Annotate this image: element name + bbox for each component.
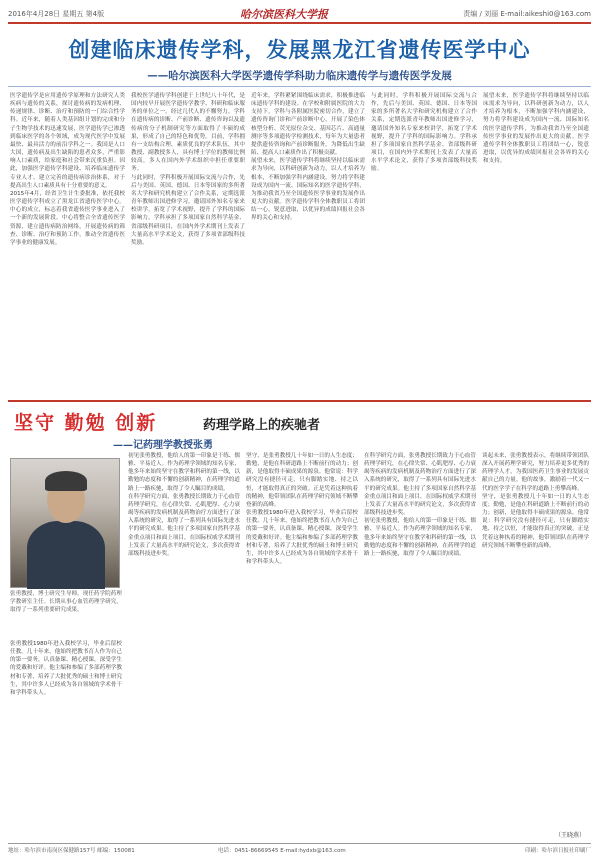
footer-contact: 电话：0451-86669545 E-mail:hydxb@163.com <box>218 848 346 854</box>
article2-headline: 药理学路上的疾驰者 <box>203 418 321 433</box>
article2-paragraph: 在科学研究方面，张勇教授长期致力于心血管药理学研究，在心律失常、心肌肥厚、心力衰竭等疾病的发病机制及药物治疗方面进行了深入系统的研究，取得了一系列具有国际先进水平的研究成果。他主持了多项国家自然科学基金重点项目和面上项目，在国际权威学术期刊上发表了大量高水平的研究论文，多次获得省部级科技进步奖。 <box>364 453 476 517</box>
page-footer <box>8 843 591 855</box>
article1-paragraph: 2015年4月，经省卫生计生委批准，依托我校医学遗传学科成立了黑龙江省遗传医学中心。中心的成立，标志着我省遗传医学事业进入了一个新的发展阶段。中心将整合全省遗传医学资源，建立遗传病防治网络，开展遗传病的筛查、诊断、治疗和预防工作，推动全省遗传医学事业的健康发展。 <box>10 190 125 246</box>
editor-info: 责编 / 刘丽 E-mail:aikeshi0@163.com <box>463 10 591 18</box>
divider <box>8 86 591 87</box>
article2-paragraph: 在科学研究方面，张勇教授长期致力于心血管药理学研究，在心律失常、心肌肥厚、心力衰竭等疾病的发病机制及药物治疗方面进行了深入系统的研究，取得了一系列具有国际先进水平的研究成果。他主持了多项国家自然科学基金重点项目和面上项目，在国际权威学术期刊上发表了大量高水平的研究论文，多次获得省部级科技进步奖。 <box>128 493 240 557</box>
section-divider <box>8 400 591 402</box>
article1-column-1 <box>10 92 125 397</box>
article1-paragraph: 我校医学遗传学科创建于上世纪八十年代，是国内较早开展医学遗传学教学、科研和临床服务的单位之一。经过几代人的不懈努力，学科在遗传病的诊断、产前诊断、遗传咨询以及遗传病的分子机制研究等方面取得了丰硕的成果，形成了自己的特色和优势。目前，学科拥有一支结构合理、素质优良的学术队伍，其中教授、副教授多人，具有博士学位的教师比例较高，多人在国内外学术组织中担任重要职务。 <box>131 93 245 173</box>
article1-subhead: ——哈尔滨医科大学医学遗传学科助力临床遗传学与遗传医学发展 <box>147 70 452 82</box>
article2-paragraph: 坚守，是张勇教授几十年如一日的人生态度；勤勉，是他在科研道路上不断前行的动力；创新，是他取得丰硕成果的源泉。他常说：科学研究没有捷径可走，只有脚踏实地、持之以恒，才能取得真正的突破。正是凭着这种执着的精神，他带领团队在药理学研究领域不断攀登新的高峰。 <box>482 493 589 549</box>
article1-paragraph: 医学遗传学是应用遗传学原理和方法研究人类疾病与遗传的关系，探讨遗传病的发病机理、传递规律、诊断、治疗和预防的一门综合性学科。近年来，随着人类基因组计划的完成和分子生物学技术的迅速发展，医学遗传学已渗透到临床医学的各个领域，成为现代医学中发展最快、最具活力的前沿学科之一。我国是人口大国，遗传病及出生缺陷的患者众多，严重影响人口素质，给家庭和社会带来沉重负担。因此，加强医学遗传学科建设、培养临床遗传学专业人才、建立完善的遗传病诊治体系，对于提高出生人口素质具有十分重要的意义。 <box>10 93 125 189</box>
article2-paragraph: 初见张勇教授，他给人的第一印象是干练、儒雅、平易近人。作为药理学领域的知名专家，他多年来始终坚守在教学和科研的第一线，以勤勉的态度和不懈的创新精神，在药理学的道路上一路疾驰，取得了令人瞩目的成绩。 <box>364 518 476 557</box>
portrait-photo <box>10 458 120 588</box>
article2-banner <box>8 406 591 451</box>
article1-paragraph: 近年来，学科紧紧围绕临床需求，积极推进临床遗传学科的建设。在学校和附属医院的大力支持下，学科与各附属医院密切合作，建立了遗传咨询门诊和产前诊断中心，开展了染色体核型分析、荧光原位杂交、基因芯片、高通量测序等多项遗传学检测技术，每年为大量患者提供遗传咨询和产前诊断服务，为降低出生缺陷、提高人口素质作出了积极贡献。 <box>251 93 365 157</box>
article2-paragraph: 张勇教授1980年进入我校学习，毕业后留校任教。几十年来，他始终把教书育人作为自己的第一要务，认真备课、精心授课，深受学生的爱戴和好评。他主编和参编了多部药理学教材和专著，培养了大批优秀的硕士和博士研究生，其中许多人已经成为各自领域的学术骨干和学科带头人。 <box>10 641 122 696</box>
article1-column-5 <box>483 92 589 397</box>
article1-headline: 创建临床遗传学科，发展黑龙江省遗传医学中心 <box>68 37 531 62</box>
article1-paragraph: 展望未来，医学遗传学科将继续坚持以临床需求为导向，以科研创新为动力，以人才培养为根本，不断加强学科内涵建设，努力将学科建设成为国内一流、国际知名的医学遗传学科，为推动我省乃至全国遗传医学事业的发展作出更大的贡献。医学遗传学科全体教职员工将团结一心，锐意进取，以优异的成绩回报社会各界的关心和支持。 <box>483 93 589 165</box>
article2-subhead: ——记药理学教授张勇 <box>113 440 213 451</box>
article2-column-5 <box>482 452 589 824</box>
article2-paragraph: 张勇教授1980年进入我校学习，毕业后留校任教。几十年来，他始终把教书育人作为自己的第一要务，认真备课、精心授课，深受学生的爱戴和好评。他主编和参编了多部药理学教材和专著，培养了大批优秀的硕士和博士研究生，其中许多人已经成为各自领域的学术骨干和学科带头人。 <box>246 510 358 566</box>
footer-address: 地址：哈尔滨市南岗区保健路157号 邮编：150081 <box>8 848 135 854</box>
article2-column-3 <box>246 452 358 838</box>
issue-date: 2016年4月28日 星期五 第4版 <box>8 10 105 18</box>
newspaper-title: 哈尔滨医科大学报 <box>240 8 328 21</box>
article1-paragraph: 展望未来，医学遗传学科将继续坚持以临床需求为导向，以科研创新为动力，以人才培养为根本，不断加强学科内涵建设，努力将学科建设成为国内一流、国际知名的医学遗传学科，为推动我省乃至全国遗传医学事业的发展作出更大的贡献。医学遗传学科全体教职员工将团结一心，锐意进取，以优异的成绩回报社会各界的关心和支持。 <box>251 158 365 222</box>
article2-column-1 <box>10 640 122 838</box>
article2-paragraph: 坚守，是张勇教授几十年如一日的人生态度；勤勉，是他在科研道路上不断前行的动力；创新，是他取得丰硕成果的源泉。他常说：科学研究没有捷径可走，只有脚踏实地、持之以恒，才能取得真正的突破。正是凭着这种执着的精神，他带领团队在药理学研究领域不断攀登新的高峰。 <box>246 453 358 508</box>
article1-column-2 <box>131 92 245 397</box>
masthead <box>8 6 591 24</box>
article1-paragraph: 与此同时，学科积极开展国际交流与合作，先后与美国、英国、德国、日本等国家的多所著名大学和研究机构建立了合作关系，定期选派青年教师出国进修学习，邀请国外知名专家来校讲学，拓宽了学术视野，提升了学科的国际影响力。学科承担了多项国家自然科学基金、省部级科研项目，在国内外学术期刊上发表了大量高水平学术论文，获得了多项省部级科技奖励。 <box>371 93 477 173</box>
article1-column-4 <box>371 92 477 397</box>
article2-paragraph: 谈起未来，张勇教授表示，将继续带领团队深入开展药理学研究，努力培养更多优秀的药理学人才，为我国医药卫生事业的发展贡献自己的力量。他的故事，激励着一代又一代的医学学子在科学的道路上勇攀高峰。 <box>482 453 589 492</box>
article1-column-3 <box>251 92 365 397</box>
article1-paragraph: 与此同时，学科积极开展国际交流与合作，先后与美国、英国、德国、日本等国家的多所著名大学和研究机构建立了合作关系，定期选派青年教师出国进修学习，邀请国外知名专家来校讲学，拓宽了学术视野，提升了学科的国际影响力。学科承担了多项国家自然科学基金、省部级科研项目，在国内外学术期刊上发表了大量高水平学术论文，获得了多项省部级科技奖励。 <box>131 174 245 246</box>
portrait-body <box>27 521 105 589</box>
article2-paragraph: 初见张勇教授，他给人的第一印象是干练、儒雅、平易近人。作为药理学领域的知名专家，他多年来始终坚守在教学和科研的第一线，以勤勉的态度和不懈的创新精神，在药理学的道路上一路疾驰，取得了令人瞩目的成绩。 <box>128 453 240 492</box>
photo-caption: 张勇教授，博士研究生导师，现任药学院药理学教研室主任。长期从事心血管药理学研究，取得了一系列重要研究成果。 <box>10 591 122 613</box>
article2-column-4 <box>364 452 476 838</box>
article2-byline: （王晓燕） <box>554 832 585 839</box>
article2-column-2 <box>128 452 240 838</box>
portrait-hair <box>45 471 87 491</box>
footer-printer: 印刷：哈尔滨日报社印刷厂 <box>524 848 591 854</box>
article2-slogan: 坚守 勤勉 创新 <box>14 412 158 434</box>
